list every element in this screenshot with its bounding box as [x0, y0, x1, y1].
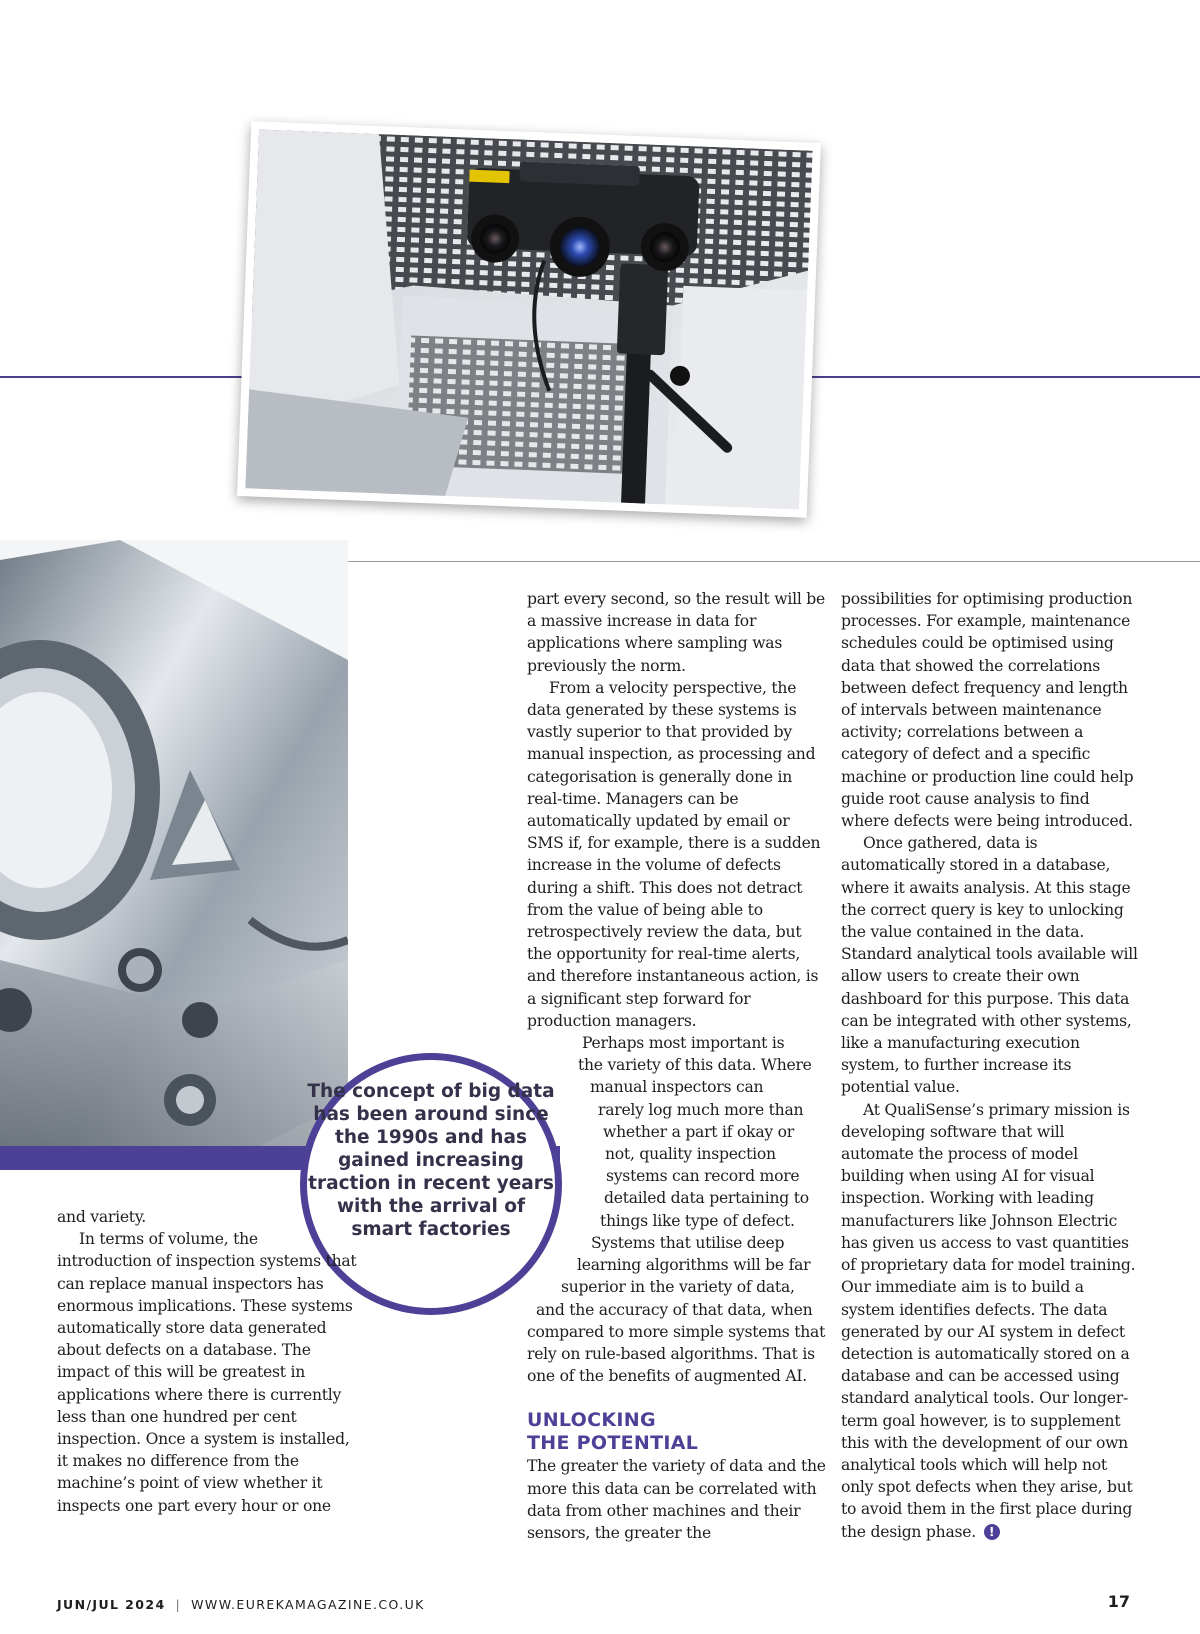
heading-line: THE POTENTIAL: [527, 1432, 699, 1455]
text-line: rely on rule-based algorithms. That is: [527, 1344, 815, 1363]
paragraph: part every second, so the result will be a massive increase in data for applications where sampling was previously the norm.: [527, 590, 825, 675]
paragraph-text: At QualiSense’s primary mission is developing software that will automate the process of model building when using AI for visual inspection. Working with leading manufacturers like Johnson Electric has given us access to vast quantities of proprietary data for model training. Our immediate aim is to build a system identifies defects. The data generated by our AI system in defect detection is automatically stored on a database and can be accessed using standard analytical tools. Our longer-term goal however, is to supplement this with the development of our own analytical tools which will help not only spot defects when they arise, but to avoid them in the first place during the design phase.: [841, 1100, 1136, 1541]
text-line: Systems that utilise deep: [591, 1233, 785, 1252]
text-line: the variety of this data. Where: [578, 1056, 812, 1075]
text-line: whether a part if okay or: [603, 1122, 794, 1141]
text-line: things like type of defect.: [600, 1211, 795, 1230]
text-line: rarely log much more than: [598, 1100, 804, 1119]
pull-quote-text: The concept of big data has been around since the 1990s and has gained increasing traction in recent years with the arrival of smart factories: [307, 1080, 555, 1240]
camera-photo: [237, 121, 821, 518]
section-divider: [330, 561, 1200, 562]
text-line: superior in the variety of data,: [561, 1278, 795, 1297]
text-line: manual inspectors can: [590, 1078, 764, 1097]
top-rule-left: [0, 376, 250, 378]
text-line: and the accuracy of that data, when: [536, 1300, 813, 1319]
paragraph: In terms of volume, the introduction of inspection systems that can replace manual inspectors has enormous implications. These systems automatically store data generated about defects on a database. The impact of this will be greatest in applications where there is currently less than one hundred per cent inspection. Once a system is installed, it makes no difference from the machine’s point of view whether it inspects one part every hour or one: [57, 1230, 357, 1515]
text-line: Perhaps most important is: [582, 1034, 785, 1053]
machined-part-photo: [0, 540, 348, 1146]
section-heading: [527, 1409, 827, 1455]
text-line: systems can record more: [606, 1167, 800, 1186]
top-rule-right: [806, 376, 1200, 378]
paragraph-wrapped-around-quote: [527, 1032, 827, 1387]
heading-line: UNLOCKING: [527, 1409, 656, 1432]
end-mark-icon: !: [984, 1524, 1000, 1540]
paragraph: From a velocity perspective, the data generated by these systems is vastly superior to that provided by manual inspection, as processing and categorisation is generally done in real-time. Managers can be automatically updated by email or SMS if, for example, there is a sudden increase in the volume of defects during a shift. This does not detract from the value of being able to retrospectively review the data, but the opportunity for real-time alerts, and therefore instantaneous action, is a significant step forward for production managers.: [527, 678, 821, 1030]
paragraph: [841, 1099, 1141, 1543]
text-line: one of the benefits of augmented AI.: [527, 1367, 808, 1386]
paragraph: The greater the variety of data and the more this data can be correlated with data from other machines and their sensors, the greater the: [527, 1457, 826, 1542]
text-line: compared to more simple systems that: [527, 1322, 826, 1341]
column-1: [57, 1206, 357, 1517]
text-line: detailed data pertaining to: [604, 1189, 809, 1208]
text-line: not, quality inspection: [605, 1145, 776, 1164]
page-number: 17: [1107, 1592, 1130, 1611]
text-line: learning algorithms will be far: [577, 1256, 811, 1275]
paragraph: Once gathered, data is automatically stored in a database, where it awaits analysis. At this stage the correct query is key to unlocking the value contained in the data. Standard analytical tools available will allow users to create their own dashboard for this purpose. This data can be integrated with other systems, like a manufacturing execution system, to further increase its potential value.: [841, 834, 1138, 1097]
paragraph: possibilities for optimising production processes. For example, maintenance schedules could be optimised using data that showed the correlations between defect frequency and length of intervals between maintenance activity; correlations between a category of defect and a specific machine or production line could help guide root cause analysis to find where defects were being introduced.: [841, 590, 1134, 831]
footer-separator: |: [175, 1597, 182, 1612]
camera-photo-illustration: [245, 129, 812, 509]
paragraph: and variety.: [57, 1208, 147, 1226]
page-footer: [57, 1597, 425, 1612]
column-2: [527, 588, 827, 1544]
issue-date: JUN/JUL 2024: [57, 1597, 166, 1612]
magazine-url: WWW.EUREKAMAGAZINE.CO.UK: [191, 1597, 425, 1612]
column-3: [841, 588, 1141, 1543]
